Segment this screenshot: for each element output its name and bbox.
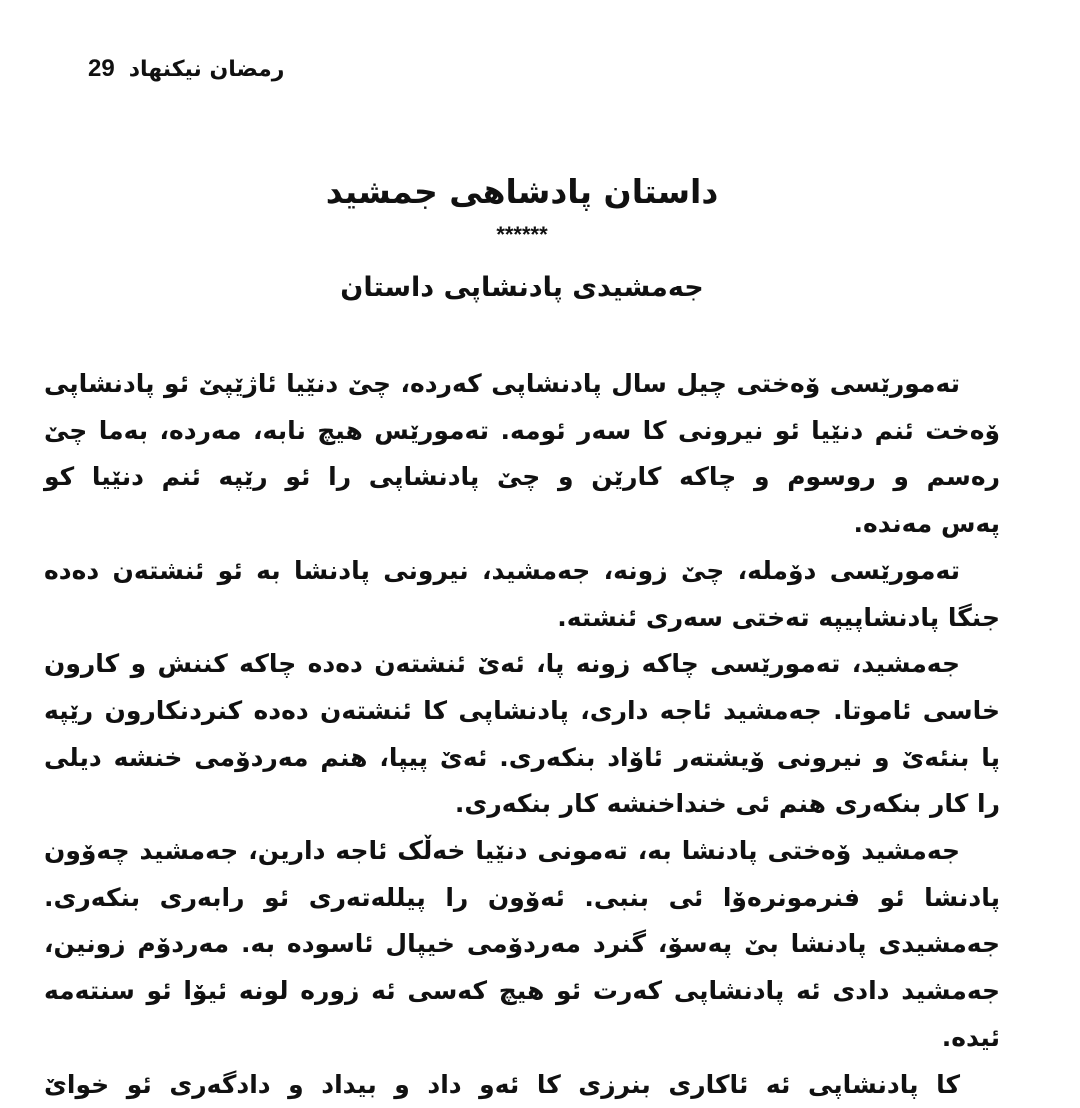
body-text bbox=[44, 361, 1040, 1108]
page-subtitle: جەمشیدی پادنشاپی داستان bbox=[340, 272, 704, 303]
paragraph-5 bbox=[44, 1062, 1040, 1108]
text-line: پادنشا ئو فنرمونرەۆا ئی بنبی. ئەۆون را پیللەتەری ئو رابەری بنکەری. bbox=[44, 882, 1000, 912]
paragraph-2 bbox=[44, 548, 1040, 641]
text-line: ۆەخت ئنم دنێیا ئو نیرونی کا سەر ئومە. تەمورێس هیچ نابە، مەردە، بەما چێ bbox=[44, 415, 1000, 445]
text-line: ئیدە. bbox=[941, 1022, 1000, 1052]
text-line: پەس مەندە. bbox=[853, 509, 1000, 539]
text-line: پا بنئەێ و نیرونی ۆیشتەر ئاۆاد بنکەری. ئەێ پیپا، هنم مەردۆمی خنشە دیلی bbox=[44, 742, 1000, 772]
text-line: جەمشید دادی ئە پادنشاپی کەرت ئو هیچ کەسی ئە زورە لونە ئیۆا ئو سنتەمە bbox=[44, 976, 1000, 1006]
paragraph-1 bbox=[44, 361, 1040, 548]
text-line: رەسم و روسوم و چاکە کارێن و چێ پادنشاپی را ئو رێپە ئنم دنێیا کو bbox=[44, 462, 1000, 492]
text-line: تەمورێسی ۆەختی چیل سال پادنشاپی کەردە، چێ دنێیا ئاژێپێ ئو پادنشاپی bbox=[44, 369, 960, 398]
author-name: رمضان نیکنهاد bbox=[128, 57, 285, 82]
text-line: جەمشید، تەمورێسی چاکە زونە پا، ئەێ ئنشتەن دەدە چاکە کننش و کارون bbox=[44, 649, 960, 679]
text-line: را کار بنکەری هنم ئی خنداخنشە کار بنکەری. bbox=[454, 789, 1000, 819]
text-line: تەمورێسی دۆملە، چێ زونە، جەمشید، نیرونی پادنشا بە ئو ئنشتەن دەدە bbox=[44, 555, 960, 585]
running-header bbox=[88, 55, 284, 83]
paragraph-3 bbox=[44, 641, 1040, 828]
text-line: جەمشیدی پادنشا بێ پەسۆ، گنرد مەردۆمی خیپال ئاسودە بە. مەردۆم زونین، bbox=[44, 929, 1000, 959]
page-title: داستان پادشاهی جمشید bbox=[325, 172, 719, 211]
title-separator: ****** bbox=[496, 222, 548, 247]
text-line: خاسی ئاموتا. جەمشید ئاجە داری، پادنشاپی کا ئنشتەن دەدە کنردنکارون رێپە bbox=[44, 695, 1000, 725]
page-number: 29 bbox=[88, 55, 115, 82]
paragraph-4 bbox=[44, 828, 1040, 1062]
text-line: جنگا پادنشاپیپە تەختی سەری ئنشتە. bbox=[557, 602, 1000, 632]
text-line: کا پادنشاپی ئە ئاکاری بنرزی کا ئەو داد و بیداد و دادگەری ئو خواێ bbox=[44, 1069, 960, 1099]
text-line: جەمشید ۆەختی پادنشا بە، تەمونی دنێیا خەڵک ئاجە دارین، جەمشید چەۆون bbox=[44, 836, 960, 866]
